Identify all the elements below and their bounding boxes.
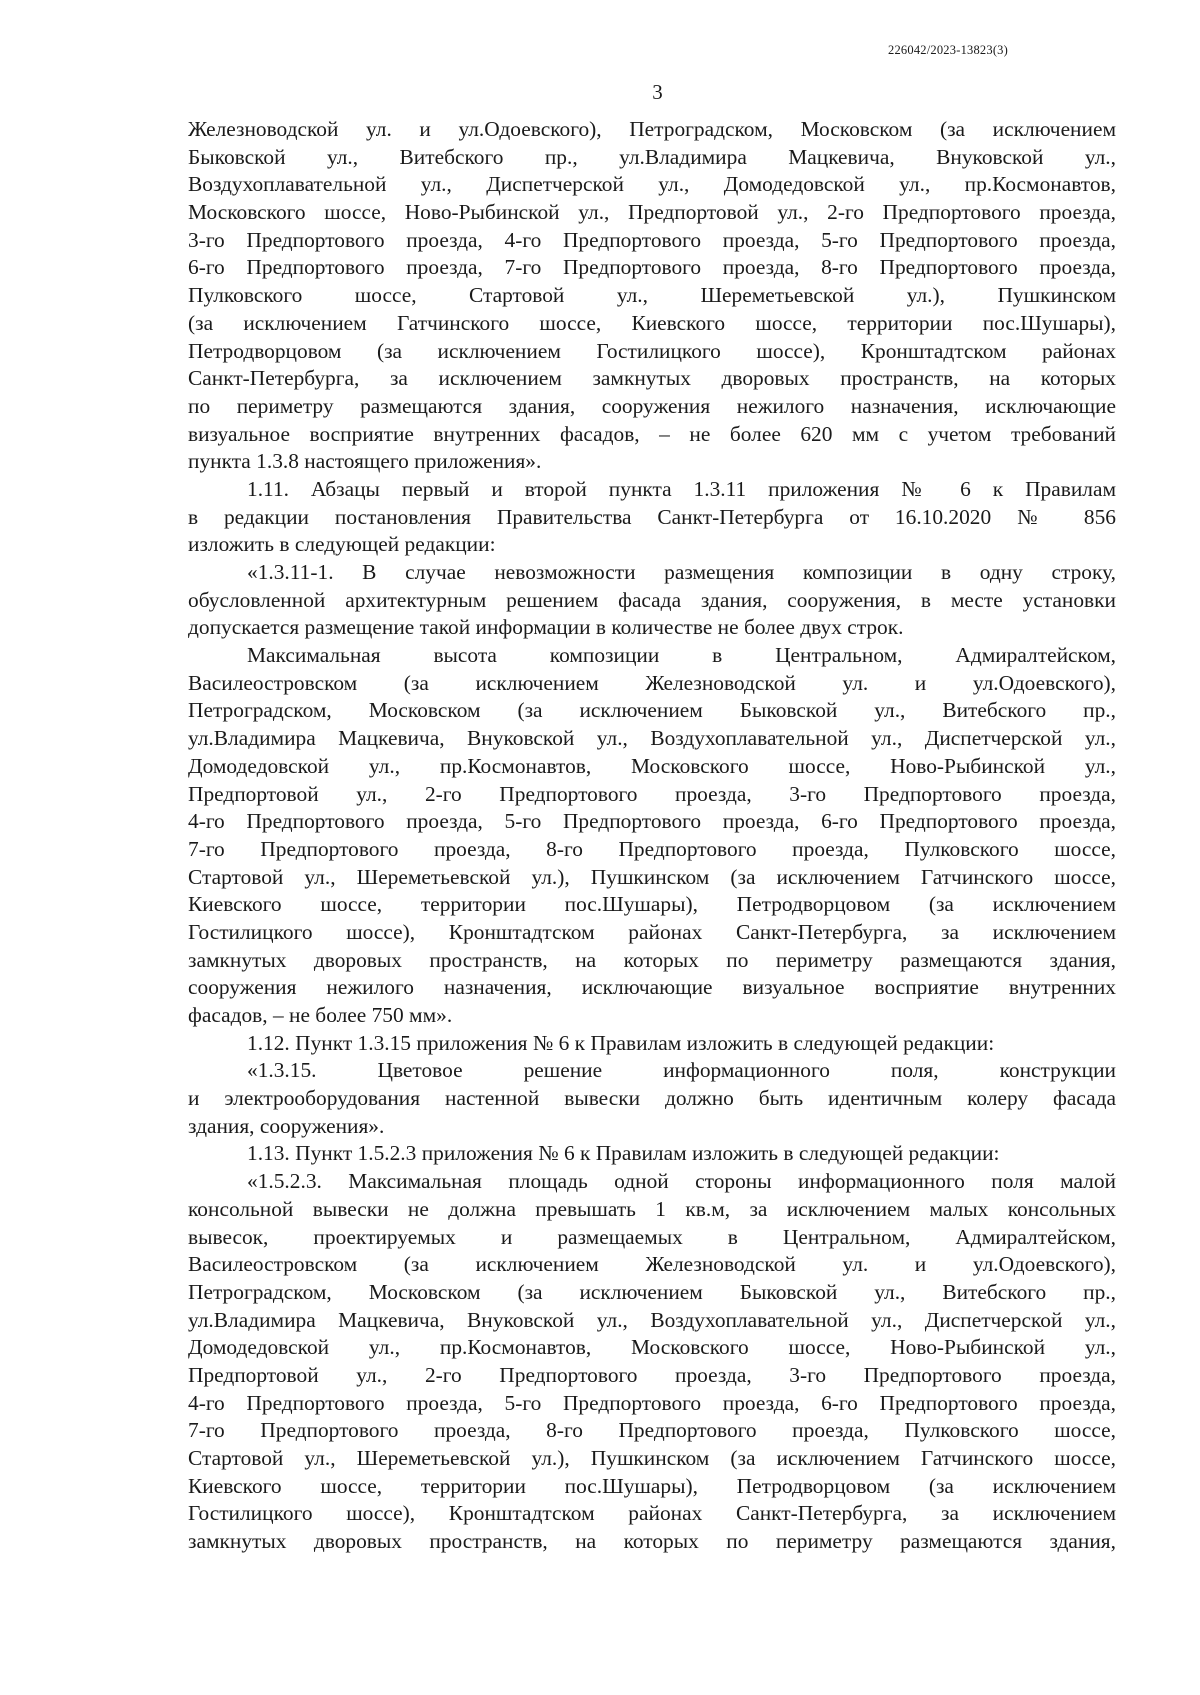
text-line: «1.3.15. Цветовое решение информационного поля, конструкции (247, 1058, 1116, 1083)
text-line: Гостилицкого шоссе), Кронштадтском районах Санкт-Петербурга, за исключением (188, 919, 1116, 944)
text-line: пункта 1.3.8 настоящего приложения». (188, 449, 542, 474)
text-line: Стартовой ул., Шереметьевской ул.), Пушкинском (за исключением Гатчинского шоссе, (188, 864, 1116, 889)
text-line: Санкт-Петербурга, за исключением замкнутых дворовых пространств, на которых (188, 366, 1116, 391)
text-line: Петроградском, Московском (за исключением Быковской ул., Витебского пр., (188, 1279, 1116, 1304)
text-line: Василеостровском (за исключением Железноводской ул. и ул.Одоевского), (188, 670, 1116, 695)
text-line: ул.Владимира Мацкевича, Внуковской ул., Воздухоплавательной ул., Диспетчерской ул., (188, 726, 1116, 751)
text-line: замкнутых дворовых пространств, на которых по периметру размещаются здания, (188, 947, 1116, 972)
text-line: Предпортовой ул., 2-го Предпортового проезда, 3-го Предпортового проезда, (188, 1362, 1116, 1387)
text-line: вывесок, проектируемых и размещаемых в Центральном, Адмиралтейском, (188, 1224, 1116, 1249)
text-line: визуальное восприятие внутренних фасадов, – не более 620 мм с учетом требований (188, 421, 1116, 446)
text-line: 1.13. Пункт 1.5.2.3 приложения № 6 к Правилам изложить в следующей редакции: (247, 1141, 1000, 1166)
text-line: 3-го Предпортового проезда, 4-го Предпортового проезда, 5-го Предпортового проезда, (188, 227, 1116, 252)
text-line: Пулковского шоссе, Стартовой ул., Шереметьевской ул.), Пушкинском (188, 283, 1116, 308)
text-line: Василеостровском (за исключением Железноводской ул. и ул.Одоевского), (188, 1252, 1116, 1277)
text-line: «1.5.2.3. Максимальная площадь одной стороны информационного поля малой (247, 1169, 1116, 1194)
text-line: 6-го Предпортового проезда, 7-го Предпортового проезда, 8-го Предпортового проезда, (188, 255, 1116, 280)
text-line: 7-го Предпортового проезда, 8-го Предпортового проезда, Пулковского шоссе, (188, 836, 1116, 861)
text-line: Стартовой ул., Шереметьевской ул.), Пушкинском (за исключением Гатчинского шоссе, (188, 1446, 1116, 1470)
text-line: Киевского шоссе, территории пос.Шушары), Петродворцовом (за исключением (188, 892, 1116, 917)
text-line: Домодедовской ул., пр.Космонавтов, Московского шоссе, Ново-Рыбинской ул., (188, 753, 1116, 778)
page-number: 3 (652, 80, 663, 104)
text-line: сооружения нежилого назначения, исключающие визуальное восприятие внутренних (188, 975, 1116, 1000)
text-line: ул.Владимира Мацкевича, Внуковской ул., Воздухоплавательной ул., Диспетчерской ул., (188, 1307, 1116, 1332)
text-line: обусловленной архитектурным решением фасада здания, сооружения, в месте установки (188, 587, 1116, 612)
text-line: 7-го Предпортового проезда, 8-го Предпортового проезда, Пулковского шоссе, (188, 1418, 1116, 1443)
text-line: замкнутых дворовых пространств, на которых по периметру размещаются здания, (188, 1529, 1116, 1554)
text-line: в редакции постановления Правительства Санкт-Петербурга от 16.10.2020 № 856 (188, 504, 1116, 529)
text-line: изложить в следующей редакции: (188, 532, 496, 557)
text-line: Гостилицкого шоссе), Кронштадтском районах Санкт-Петербурга, за исключением (188, 1501, 1116, 1526)
text-line: консольной вывески не должна превышать 1 кв.м, за исключением малых консольных (188, 1196, 1116, 1221)
text-line: здания, сооружения». (188, 1113, 385, 1138)
text-line: Домодедовской ул., пр.Космонавтов, Московского шоссе, Ново-Рыбинской ул., (188, 1335, 1116, 1360)
text-line: Киевского шоссе, территории пос.Шушары), Петродворцовом (за исключением (188, 1473, 1116, 1498)
text-line: по периметру размещаются здания, сооружения нежилого назначения, исключающие (188, 393, 1116, 418)
text-line: Воздухоплавательной ул., Диспетчерской ул., Домодедовской ул., пр.Космонавтов, (188, 172, 1116, 197)
text-line: и электрооборудования настенной вывески должно быть идентичным колеру фасада (188, 1086, 1116, 1111)
text-line: Железноводской ул. и ул.Одоевского), Петроградском, Московском (за исключением (188, 117, 1116, 141)
text-line: допускается размещение такой информации в количестве не более двух строк. (188, 615, 904, 640)
text-line: Петроградском, Московском (за исключением Быковской ул., Витебского пр., (188, 698, 1116, 723)
document-body (188, 116, 1116, 1556)
document-number: 226042/2023-13823(3) (888, 43, 1008, 57)
text-line: Московского шоссе, Ново-Рыбинской ул., Предпортовой ул., 2-го Предпортового проезда, (188, 200, 1116, 225)
text-line: 1.11. Абзацы первый и второй пункта 1.3.11 приложения № 6 к Правилам (247, 476, 1116, 501)
text-line: фасадов, – не более 750 мм». (188, 1003, 453, 1027)
text-line: Быковской ул., Витебского пр., ул.Владимира Мацкевича, Внуковской ул., (188, 144, 1116, 169)
text-line: Максимальная высота композиции в Центральном, Адмиралтейском, (247, 643, 1116, 668)
text-line: (за исключением Гатчинского шоссе, Киевского шоссе, территории пос.Шушары), (188, 310, 1116, 335)
text-line: 4-го Предпортового проезда, 5-го Предпортового проезда, 6-го Предпортового проезда, (188, 809, 1116, 834)
text-line: Предпортовой ул., 2-го Предпортового проезда, 3-го Предпортового проезда, (188, 781, 1116, 806)
text-line: 4-го Предпортового проезда, 5-го Предпортового проезда, 6-го Предпортового проезда, (188, 1390, 1116, 1415)
text-line: Петродворцовом (за исключением Гостилицкого шоссе), Кронштадтском районах (188, 338, 1116, 363)
text-line: 1.12. Пункт 1.3.15 приложения № 6 к Правилам изложить в следующей редакции: (247, 1030, 995, 1055)
text-line: «1.3.11-1. В случае невозможности размещения композиции в одну строку, (247, 560, 1116, 584)
